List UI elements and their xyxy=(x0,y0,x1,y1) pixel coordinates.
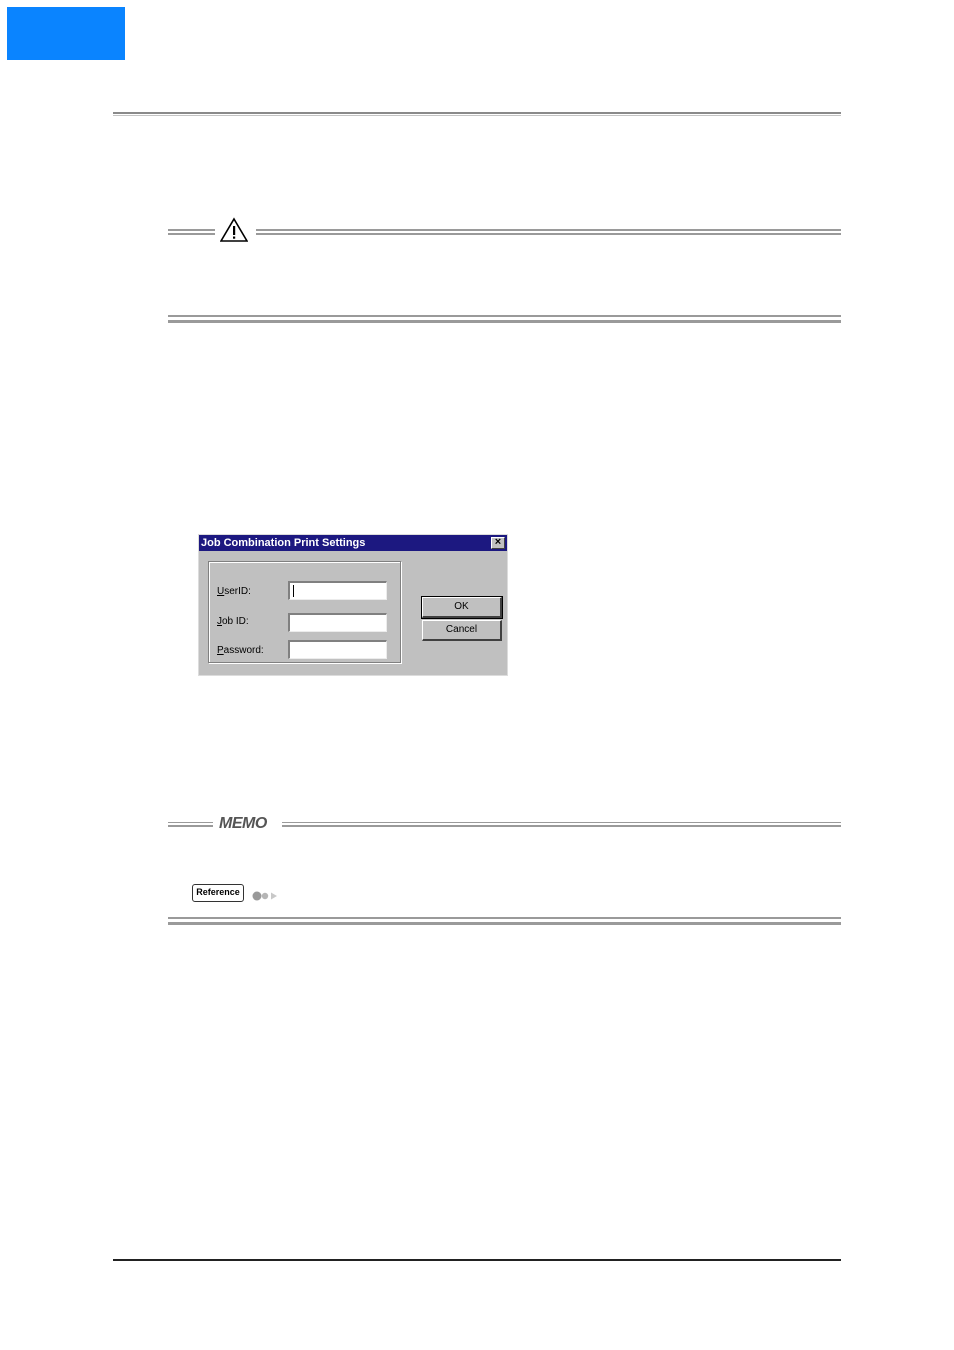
reference-arrow-icon xyxy=(252,888,280,906)
close-icon[interactable]: × xyxy=(491,537,505,549)
job-combination-dialog xyxy=(198,534,508,676)
caution-rule-right xyxy=(256,229,841,235)
dialog-title: Job Combination Print Settings xyxy=(201,537,366,549)
memo-rule-right xyxy=(282,822,841,827)
memo-heading: MEMO xyxy=(219,815,267,832)
header-rule xyxy=(113,112,841,116)
caution-rule-bottom xyxy=(168,315,841,323)
userid-label: UserID: xyxy=(217,586,251,597)
chapter-tab xyxy=(7,7,125,60)
footer-rule xyxy=(113,1259,841,1261)
caution-rule-left xyxy=(168,229,215,235)
userid-input[interactable] xyxy=(288,581,387,600)
memo-rule-bottom xyxy=(168,917,841,925)
jobid-input[interactable] xyxy=(288,613,387,632)
text-caret xyxy=(293,585,294,597)
password-input[interactable] xyxy=(288,640,387,659)
dialog-titlebar xyxy=(199,535,507,551)
jobid-label: Job ID: xyxy=(217,616,249,627)
password-label: Password: xyxy=(217,645,264,656)
reference-badge: Reference xyxy=(192,884,244,902)
cancel-button[interactable]: Cancel xyxy=(422,620,502,641)
memo-rule-left xyxy=(168,822,213,827)
warning-icon xyxy=(220,217,248,243)
ok-button[interactable]: OK xyxy=(422,597,502,618)
